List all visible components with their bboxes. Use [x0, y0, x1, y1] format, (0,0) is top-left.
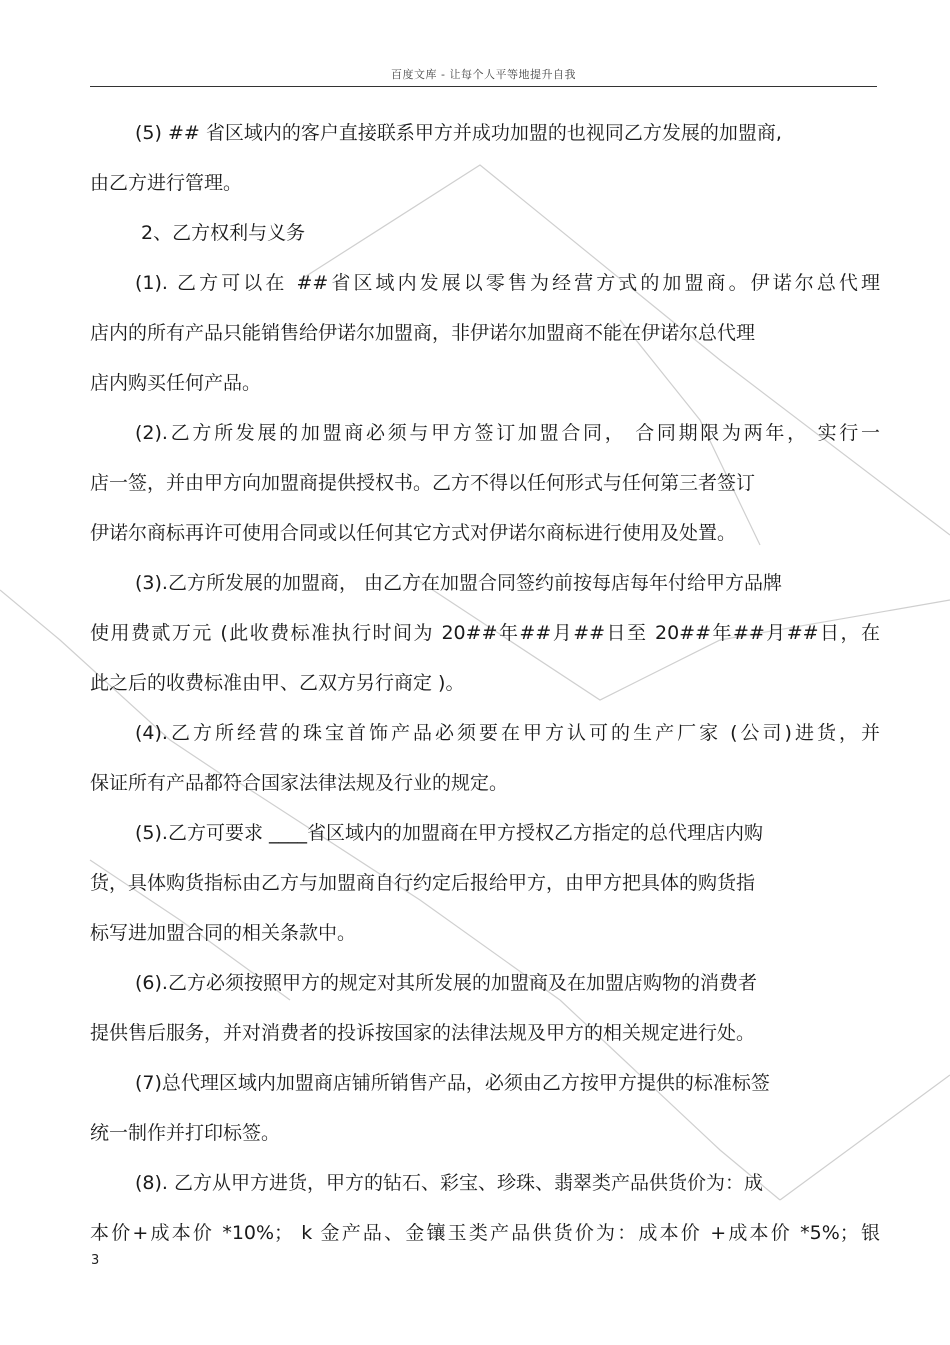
section-heading: 2、乙方权利与义务	[141, 222, 306, 244]
text-line: 标写进加盟合同的相关条款中。	[90, 922, 357, 944]
text-line: (1). 乙方可以在 ##省区域内发展以零售为经营方式的加盟商。伊诺尔总代理	[135, 272, 880, 294]
text-line: 伊诺尔商标再许可使用合同或以任何其它方式对伊诺尔商标进行使用及处置。	[90, 522, 737, 544]
text-line: (5) ## 省区域内的客户直接联系甲方并成功加盟的也视同乙方发展的加盟商,	[135, 122, 782, 144]
page-header: 百度文库 - 让每个人平等地提升自我	[391, 68, 576, 81]
page-number: 3	[91, 1253, 100, 1268]
text-line: (8). 乙方从甲方进货，甲方的钻石、彩宝、珍珠、翡翠类产品供货价为：成	[135, 1172, 763, 1194]
text-line: 店内购买任何产品。	[90, 372, 262, 394]
text-line: 统一制作并打印标签。	[90, 1122, 281, 1144]
text-line: (6).乙方必须按照甲方的规定对其所发展的加盟商及在加盟店购物的消费者	[135, 972, 757, 994]
text-line: (5).乙方可要求 ____省区域内的加盟商在甲方授权乙方指定的总代理店内购	[135, 822, 763, 844]
header-rule	[90, 86, 877, 87]
text-line: 本价+成本价 *10%； k 金产品、金镶玉类产品供货价为：成本价 +成本价 *5%；银	[90, 1222, 880, 1244]
text-line: 使用费贰万元 (此收费标准执行时间为 20##年##月##日至 20##年##月##日，在	[90, 622, 880, 644]
text-line: (4).乙方所经营的珠宝首饰产品必须要在甲方认可的生产厂家 (公司)进货，并	[135, 722, 880, 744]
text-line: 由乙方进行管理。	[90, 172, 243, 194]
text-line: (7)总代理区域内加盟商店铺所销售产品，必须由乙方按甲方提供的标准标签	[135, 1072, 770, 1094]
text-line: (2).乙方所发展的加盟商必须与甲方签订加盟合同， 合同期限为两年， 实行一	[135, 422, 880, 444]
text-line: 货，具体购货指标由乙方与加盟商自行约定后报给甲方，由甲方把具体的购货指	[90, 872, 756, 894]
text-line: 此之后的收费标准由甲、乙双方另行商定 )。	[90, 672, 465, 694]
text-line: 保证所有产品都符合国家法律法规及行业的规定。	[90, 772, 509, 794]
text-line: 店一签，并由甲方向加盟商提供授权书。乙方不得以任何形式与任何第三者签订	[90, 472, 756, 494]
text-line: 提供售后服务，并对消费者的投诉按国家的法律法规及甲方的相关规定进行处。	[90, 1022, 756, 1044]
text-line: 店内的所有产品只能销售给伊诺尔加盟商，非伊诺尔加盟商不能在伊诺尔总代理	[90, 322, 756, 344]
text-line: (3).乙方所发展的加盟商， 由乙方在加盟合同签约前按每店每年付给甲方品牌	[135, 572, 782, 594]
